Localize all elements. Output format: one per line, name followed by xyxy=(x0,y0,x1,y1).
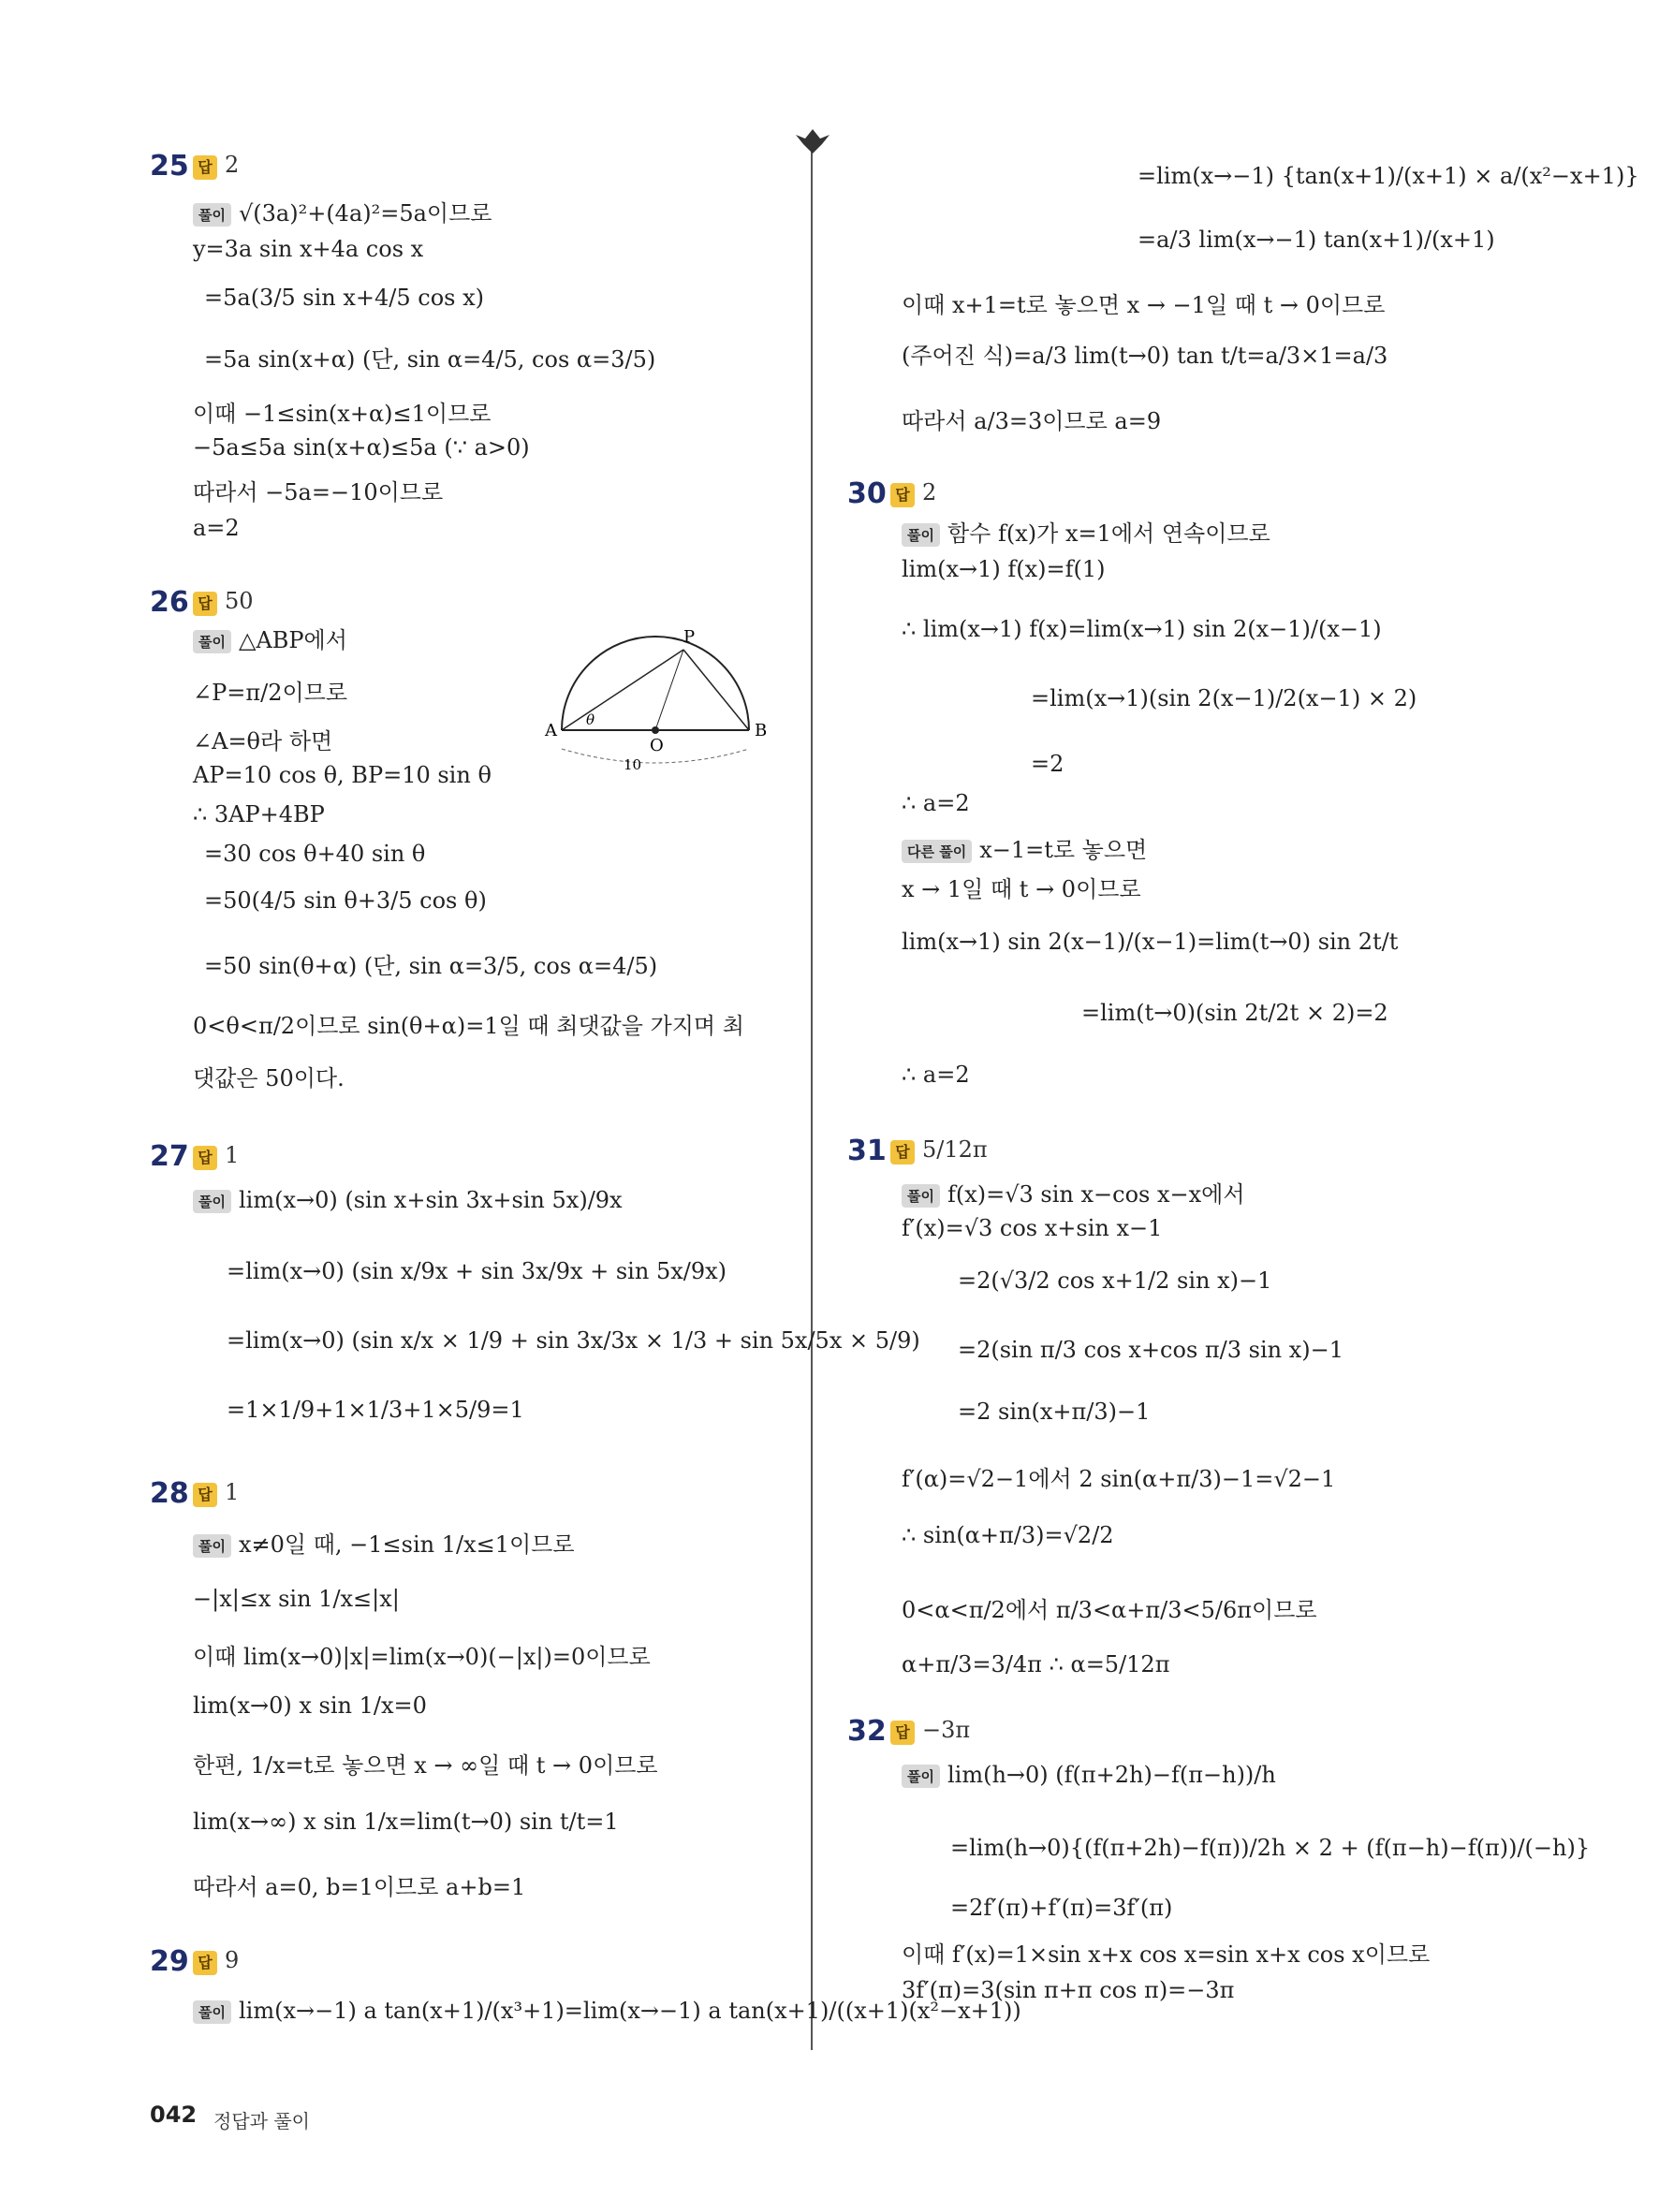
semicircle-diagram xyxy=(534,618,777,777)
problem-number: 29 xyxy=(150,1945,189,1978)
divider-ornament-icon xyxy=(792,127,833,155)
answer-badge: 답 xyxy=(890,1140,915,1165)
solution-line: −|x|≤x sin 1/x≤|x| xyxy=(193,1586,400,1612)
solution-line: 0<α<π/2에서 π/3<α+π/3<5/6π이므로 xyxy=(902,1597,1317,1623)
solution-line: 이때 −1≤sin(x+α)≤1이므로 xyxy=(193,401,492,427)
solution-line: α+π/3=3/4π ∴ α=5/12π xyxy=(902,1651,1170,1677)
solution-line: 풀이 √(3a)²+(4a)²=5a이므로 xyxy=(193,195,492,227)
solution-line: =50 sin(θ+α) (단, sin α=3/5, cos α=4/5) xyxy=(204,953,658,979)
solution-line: =lim(h→0){(f(π+2h)−f(π))/2h × 2 + (f(π−h)−f(π))/(−h)} xyxy=(950,1835,1591,1861)
answer-badge: 답 xyxy=(193,1951,217,1975)
solution-line: ∴ 3AP+4BP xyxy=(193,801,325,828)
solution-badge: 풀이 xyxy=(902,1765,940,1788)
answer-value: 5/12π xyxy=(922,1136,988,1163)
solution-line: f′(x)=√3 cos x+sin x−1 xyxy=(902,1215,1163,1241)
label-length: 10 xyxy=(624,756,642,773)
answer-badge: 답 xyxy=(193,155,217,180)
answer-value: 9 xyxy=(225,1947,240,1973)
solution-line: 댓값은 50이다. xyxy=(193,1065,345,1091)
answer-badge: 답 xyxy=(193,1146,217,1170)
label-b: B xyxy=(755,721,768,740)
solution-line: lim(x→1) f(x)=f(1) xyxy=(902,556,1106,582)
column-divider xyxy=(811,140,813,2050)
alt-solution-badge: 다른 풀이 xyxy=(902,840,972,863)
solution-line: =2 sin(x+π/3)−1 xyxy=(958,1399,1151,1425)
label-theta: θ xyxy=(586,711,595,728)
solution-line: ∠A=θ라 하면 xyxy=(193,728,333,754)
solution-line: 풀이 △ABP에서 xyxy=(193,622,347,654)
answer-value: −3π xyxy=(922,1717,971,1743)
answer-badge: 답 xyxy=(890,1721,915,1745)
solution-line: AP=10 cos θ, BP=10 sin θ xyxy=(193,762,492,788)
answer-value: 2 xyxy=(922,479,937,505)
solution-line: 한편, 1/x=t로 놓으면 x → ∞일 때 t → 0이므로 xyxy=(193,1752,658,1779)
solution-line: 풀이 lim(h→0) (f(π+2h)−f(π−h))/h xyxy=(902,1762,1276,1788)
problem-number: 32 xyxy=(847,1715,887,1748)
answer-badge: 답 xyxy=(890,483,915,507)
problem-number: 28 xyxy=(150,1477,189,1510)
solution-line: 따라서 a/3=3이므로 a=9 xyxy=(902,408,1162,434)
solution-line: 이때 lim(x→0)|x|=lim(x→0)(−|x|)=0이므로 xyxy=(193,1644,651,1670)
solution-line: ∠P=π/2이므로 xyxy=(193,680,348,706)
solution-line: =lim(x→0) (sin x/9x + sin 3x/9x + sin 5x/9x) xyxy=(227,1258,727,1284)
answer-badge: 답 xyxy=(193,592,217,616)
answer-badge: 답 xyxy=(193,1483,217,1507)
solution-line: 따라서 −5a=−10이므로 xyxy=(193,479,444,505)
solution-line: f′(α)=√2−1에서 2 sin(α+π/3)−1=√2−1 xyxy=(902,1466,1336,1492)
solution-badge: 풀이 xyxy=(193,1534,231,1558)
solution-line: ∴ a=2 xyxy=(902,790,970,816)
problem-number: 27 xyxy=(150,1140,189,1173)
solution-line: =2 xyxy=(1031,751,1064,777)
solution-line: =5a(3/5 sin x+4/5 cos x) xyxy=(204,285,485,311)
solution-line: =5a sin(x+α) (단, sin α=4/5, cos α=3/5) xyxy=(204,346,656,373)
problem-number: 31 xyxy=(847,1135,887,1167)
solution-line: =50(4/5 sin θ+3/5 cos θ) xyxy=(204,887,487,914)
segment-ap xyxy=(562,650,683,730)
solution-line: =1×1/9+1×1/3+1×5/9=1 xyxy=(227,1397,524,1423)
radius-op xyxy=(655,650,683,730)
solution-line: 다른 풀이 x−1=t로 놓으면 xyxy=(902,831,1147,864)
solution-badge: 풀이 xyxy=(193,2000,231,2024)
solution-line: 풀이 x≠0일 때, −1≤sin 1/x≤1이므로 xyxy=(193,1526,575,1559)
page-number: 042 xyxy=(150,2102,198,2128)
solution-line: lim(x→∞) x sin 1/x=lim(t→0) sin t/t=1 xyxy=(193,1809,619,1835)
label-a: A xyxy=(545,721,557,740)
solution-line: =2(√3/2 cos x+1/2 sin x)−1 xyxy=(958,1267,1272,1294)
label-p: P xyxy=(683,627,696,647)
solution-line: a=2 xyxy=(193,515,240,541)
problem-number: 25 xyxy=(150,150,189,183)
solution-line: ∴ lim(x→1) f(x)=lim(x→1) sin 2(x−1)/(x−1) xyxy=(902,616,1382,642)
solution-line: y=3a sin x+4a cos x xyxy=(193,236,424,262)
solution-line: =2(sin π/3 cos x+cos π/3 sin x)−1 xyxy=(958,1337,1344,1363)
solution-badge: 풀이 xyxy=(193,630,231,653)
solution-line: 풀이 lim(x→−1) a tan(x+1)/(x³+1)=lim(x→−1) a tan(x+1)/((x+1)(x²−x+1)) xyxy=(193,1998,1021,2024)
solution-line: lim(x→1) sin 2(x−1)/(x−1)=lim(t→0) sin 2t/t xyxy=(902,929,1399,955)
section-title: 정답과 풀이 xyxy=(213,2110,310,2132)
answer-value: 1 xyxy=(225,1479,240,1505)
solution-badge: 풀이 xyxy=(193,1190,231,1213)
solution-line: =a/3 lim(x→−1) tan(x+1)/(x+1) xyxy=(1138,227,1495,253)
solution-line: =30 cos θ+40 sin θ xyxy=(204,841,426,867)
solution-line: 3f′(π)=3(sin π+π cos π)=−3π xyxy=(902,1977,1235,2003)
solution-line: =lim(t→0)(sin 2t/2t × 2)=2 xyxy=(1081,1000,1388,1026)
answer-value: 1 xyxy=(225,1142,240,1168)
solution-line: ∴ sin(α+π/3)=√2/2 xyxy=(902,1522,1114,1548)
solution-line: 이때 x+1=t로 놓으면 x → −1일 때 t → 0이므로 xyxy=(902,292,1386,318)
solution-line: =lim(x→0) (sin x/x × 1/9 + sin 3x/3x × 1/3 + sin 5x/5x × 5/9) xyxy=(227,1327,920,1354)
solution-line: 풀이 lim(x→0) (sin x+sin 3x+sin 5x)/9x xyxy=(193,1187,623,1213)
answer-value: 2 xyxy=(225,152,240,178)
solution-line: 0<θ<π/2이므로 sin(θ+α)=1일 때 최댓값을 가지며 최 xyxy=(193,1013,744,1039)
solution-line: x → 1일 때 t → 0이므로 xyxy=(902,876,1141,902)
solution-line: (주어진 식)=a/3 lim(t→0) tan t/t=a/3×1=a/3 xyxy=(902,343,1388,369)
problem-number: 30 xyxy=(847,477,887,510)
center-point xyxy=(652,726,659,734)
solution-line: =lim(x→−1) {tan(x+1)/(x+1) × a/(x²−x+1)} xyxy=(1138,163,1639,189)
solution-line: 따라서 a=0, b=1이므로 a+b=1 xyxy=(193,1874,526,1900)
solution-line: 풀이 함수 f(x)가 x=1에서 연속이므로 xyxy=(902,515,1270,548)
label-o: O xyxy=(650,736,664,755)
solution-line: −5a≤5a sin(x+α)≤5a (∵ a>0) xyxy=(193,434,530,461)
solution-badge: 풀이 xyxy=(902,523,940,547)
solution-line: 풀이 f(x)=√3 sin x−cos x−x에서 xyxy=(902,1176,1245,1209)
solution-line: ∴ a=2 xyxy=(902,1062,970,1088)
solution-line: 이때 f′(x)=1×sin x+x cos x=sin x+x cos x이므로 xyxy=(902,1941,1431,1968)
problem-number: 26 xyxy=(150,586,189,619)
solution-badge: 풀이 xyxy=(193,203,231,227)
solution-badge: 풀이 xyxy=(902,1184,940,1208)
solution-line: =2f′(π)+f′(π)=3f′(π) xyxy=(950,1895,1173,1921)
solution-line: lim(x→0) x sin 1/x=0 xyxy=(193,1692,427,1719)
answer-value: 50 xyxy=(225,588,254,614)
solution-line: =lim(x→1)(sin 2(x−1)/2(x−1) × 2) xyxy=(1031,685,1417,711)
